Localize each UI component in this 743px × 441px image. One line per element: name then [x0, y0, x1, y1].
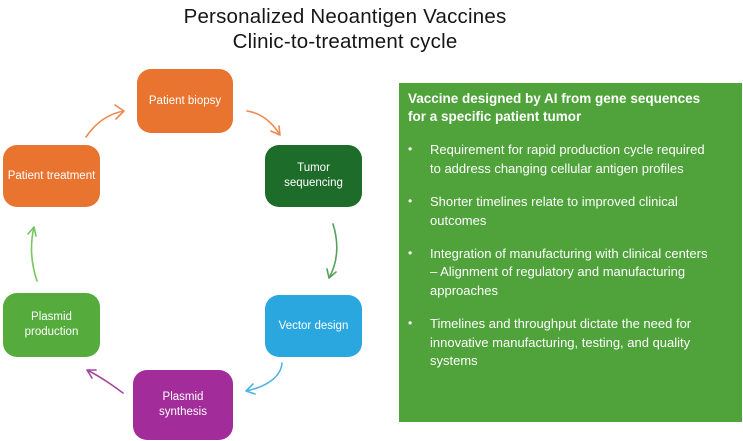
- info-panel-heading: Vaccine designed by AI from gene sequences for a specific patient tumor: [408, 91, 701, 125]
- bullet-text: Integration of manufacturing with clinical centers – Alignment of regulatory and manufacturing approaches: [430, 245, 708, 298]
- info-panel-bullet-list: [408, 141, 732, 371]
- cycle-node-patient-biopsy: [137, 69, 233, 133]
- cycle-node-label: Vector design: [278, 319, 349, 332]
- arrow-treatment-to-biopsy: [86, 105, 124, 137]
- bullet-marker: •: [408, 142, 413, 157]
- diagram-title: [0, 4, 690, 54]
- cycle-node-plasmid-synthesis: [133, 370, 233, 440]
- bullet-marker: •: [408, 316, 413, 331]
- bullet-item: [408, 193, 732, 230]
- arrow-biopsy-to-sequencing: [247, 111, 280, 135]
- cycle-node-plasmid-production: [3, 293, 100, 357]
- cycle-node-label: Plasmid production: [24, 311, 79, 338]
- cycle-node-label: Plasmid synthesis: [159, 391, 207, 418]
- bullet-text: Timelines and throughput dictate the need for innovative manufacturing, testing, and quality systems: [430, 316, 692, 369]
- cycle-node-patient-treatment: [3, 145, 100, 207]
- bullet-item: [408, 245, 732, 300]
- bullet-text: Shorter timelines relate to improved clinical outcomes: [430, 194, 678, 228]
- arrow-sequencing-to-design: [327, 224, 337, 278]
- info-panel: [399, 83, 742, 422]
- bullet-item: [408, 141, 732, 178]
- cycle-node-vector-design: [265, 295, 362, 357]
- cycle-node-label: Patient biopsy: [148, 94, 222, 107]
- arrow-design-to-synthesis: [246, 363, 282, 394]
- bullet-marker: •: [408, 245, 413, 260]
- bullet-item: [408, 315, 732, 370]
- diagram-title-line2: Clinic-to-treatment cycle: [232, 30, 458, 53]
- bullet-marker: •: [408, 194, 413, 209]
- cycle-node-label: Tumor sequencing: [284, 162, 343, 189]
- diagram-title-line1: Personalized Neoantigen Vaccines: [183, 5, 507, 28]
- arrow-production-to-treatment: [28, 227, 37, 281]
- cycle-node-label: Patient treatment: [7, 169, 96, 182]
- arrow-synthesis-to-production: [87, 370, 123, 393]
- bullet-text: Requirement for rapid production cycle required to address changing cellular antigen profiles: [430, 142, 705, 176]
- cycle-node-tumor-sequencing: [265, 145, 362, 207]
